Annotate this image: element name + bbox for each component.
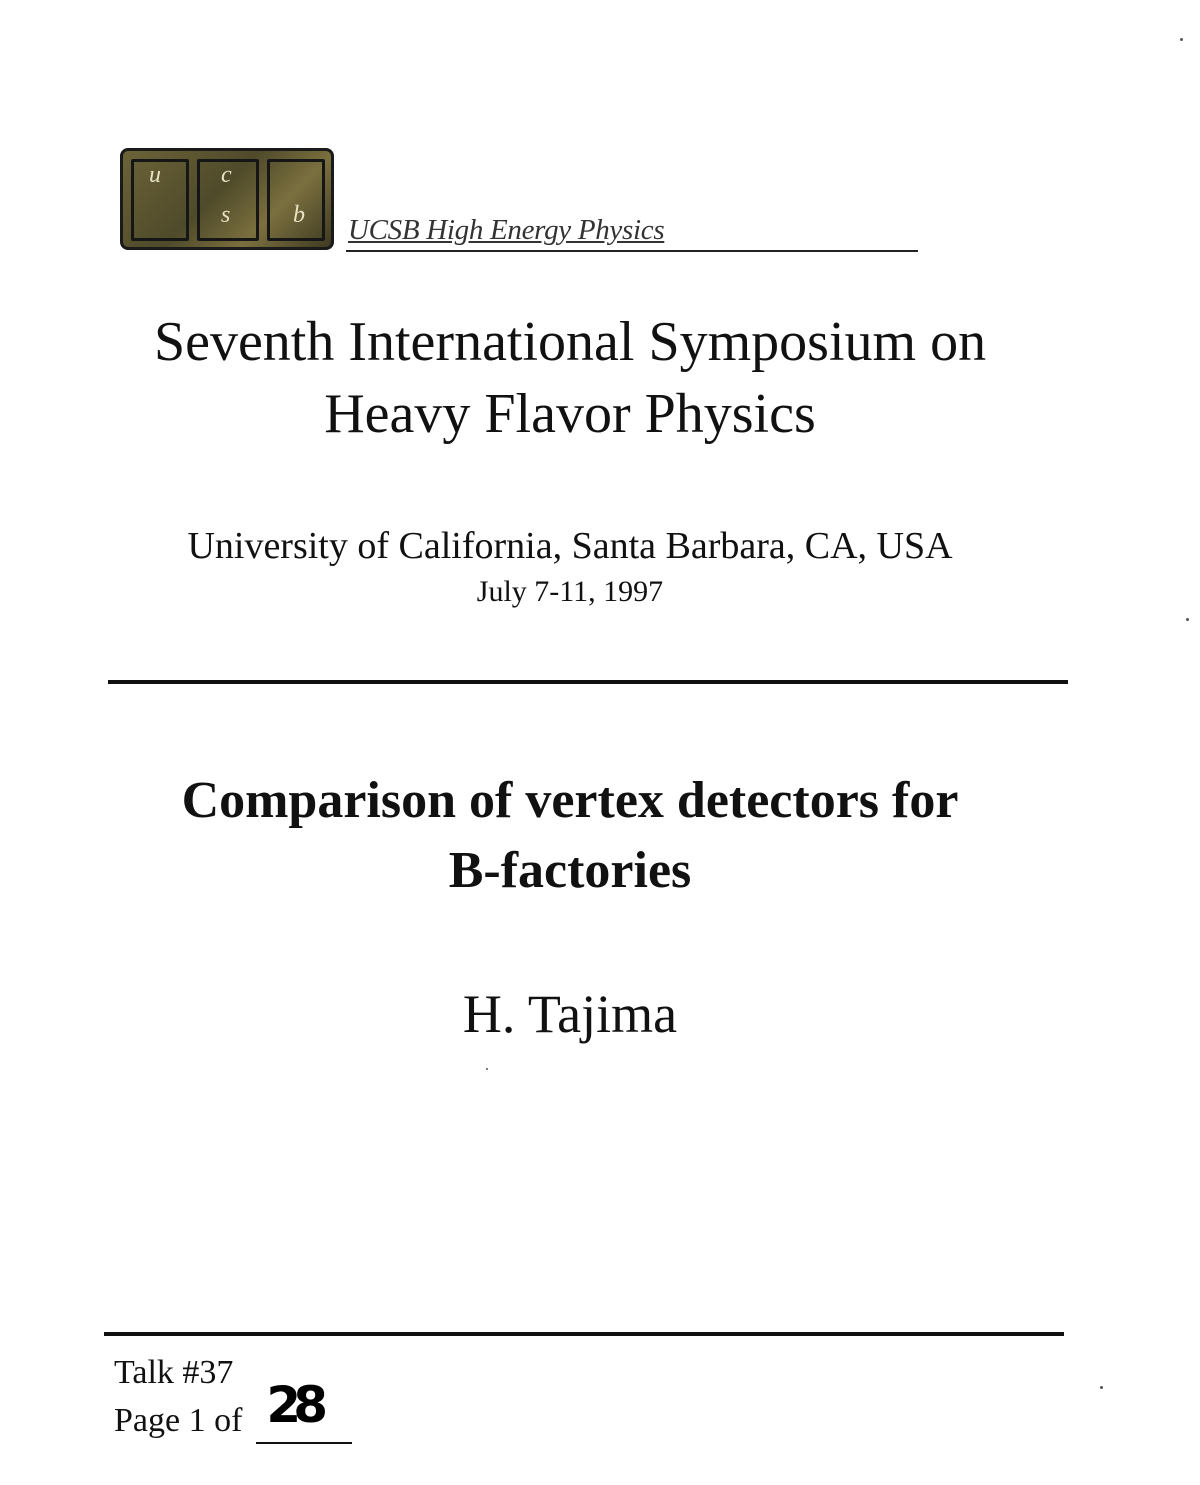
- talk-title-line-2: B-factories: [448, 842, 692, 899]
- talk-title: [60, 766, 1080, 906]
- org-header-line: [346, 214, 918, 252]
- page-indicator: [114, 1376, 352, 1444]
- scan-speck: [1100, 1386, 1103, 1389]
- total-pages-field: [256, 1376, 352, 1444]
- bottom-divider: [104, 1332, 1064, 1336]
- total-pages-handwritten: 28: [266, 1376, 321, 1434]
- conference-venue: University of California, Santa Barbara, CA, USA: [187, 525, 953, 567]
- top-divider: [108, 680, 1068, 684]
- author-name: H. Tajima: [462, 984, 678, 1044]
- conference-dates: July 7-11, 1997: [476, 575, 664, 608]
- talk-number: Talk #37: [114, 1354, 234, 1391]
- ucsb-hep-logo: [120, 148, 334, 250]
- scan-speck: [486, 1068, 488, 1070]
- logo-letter-s: s: [221, 202, 231, 228]
- scan-speck: [1180, 38, 1183, 41]
- conference-title-line-2: Heavy Flavor Physics: [324, 383, 816, 445]
- logo-bracket-right: [267, 159, 325, 241]
- logo-letter-c: c: [221, 162, 232, 188]
- org-name: UCSB High Energy Physics: [348, 214, 665, 246]
- logo-letter-b: b: [293, 202, 305, 228]
- conference-title: [60, 306, 1080, 450]
- footer: [114, 1350, 352, 1444]
- conference-title-line-1: Seventh International Symposium on: [153, 311, 987, 373]
- talk-title-line-1: Comparison of vertex detectors for: [181, 772, 959, 829]
- page-prefix: Page 1 of: [114, 1402, 243, 1439]
- scan-speck: [1186, 618, 1189, 621]
- logo-letter-u: u: [149, 162, 161, 188]
